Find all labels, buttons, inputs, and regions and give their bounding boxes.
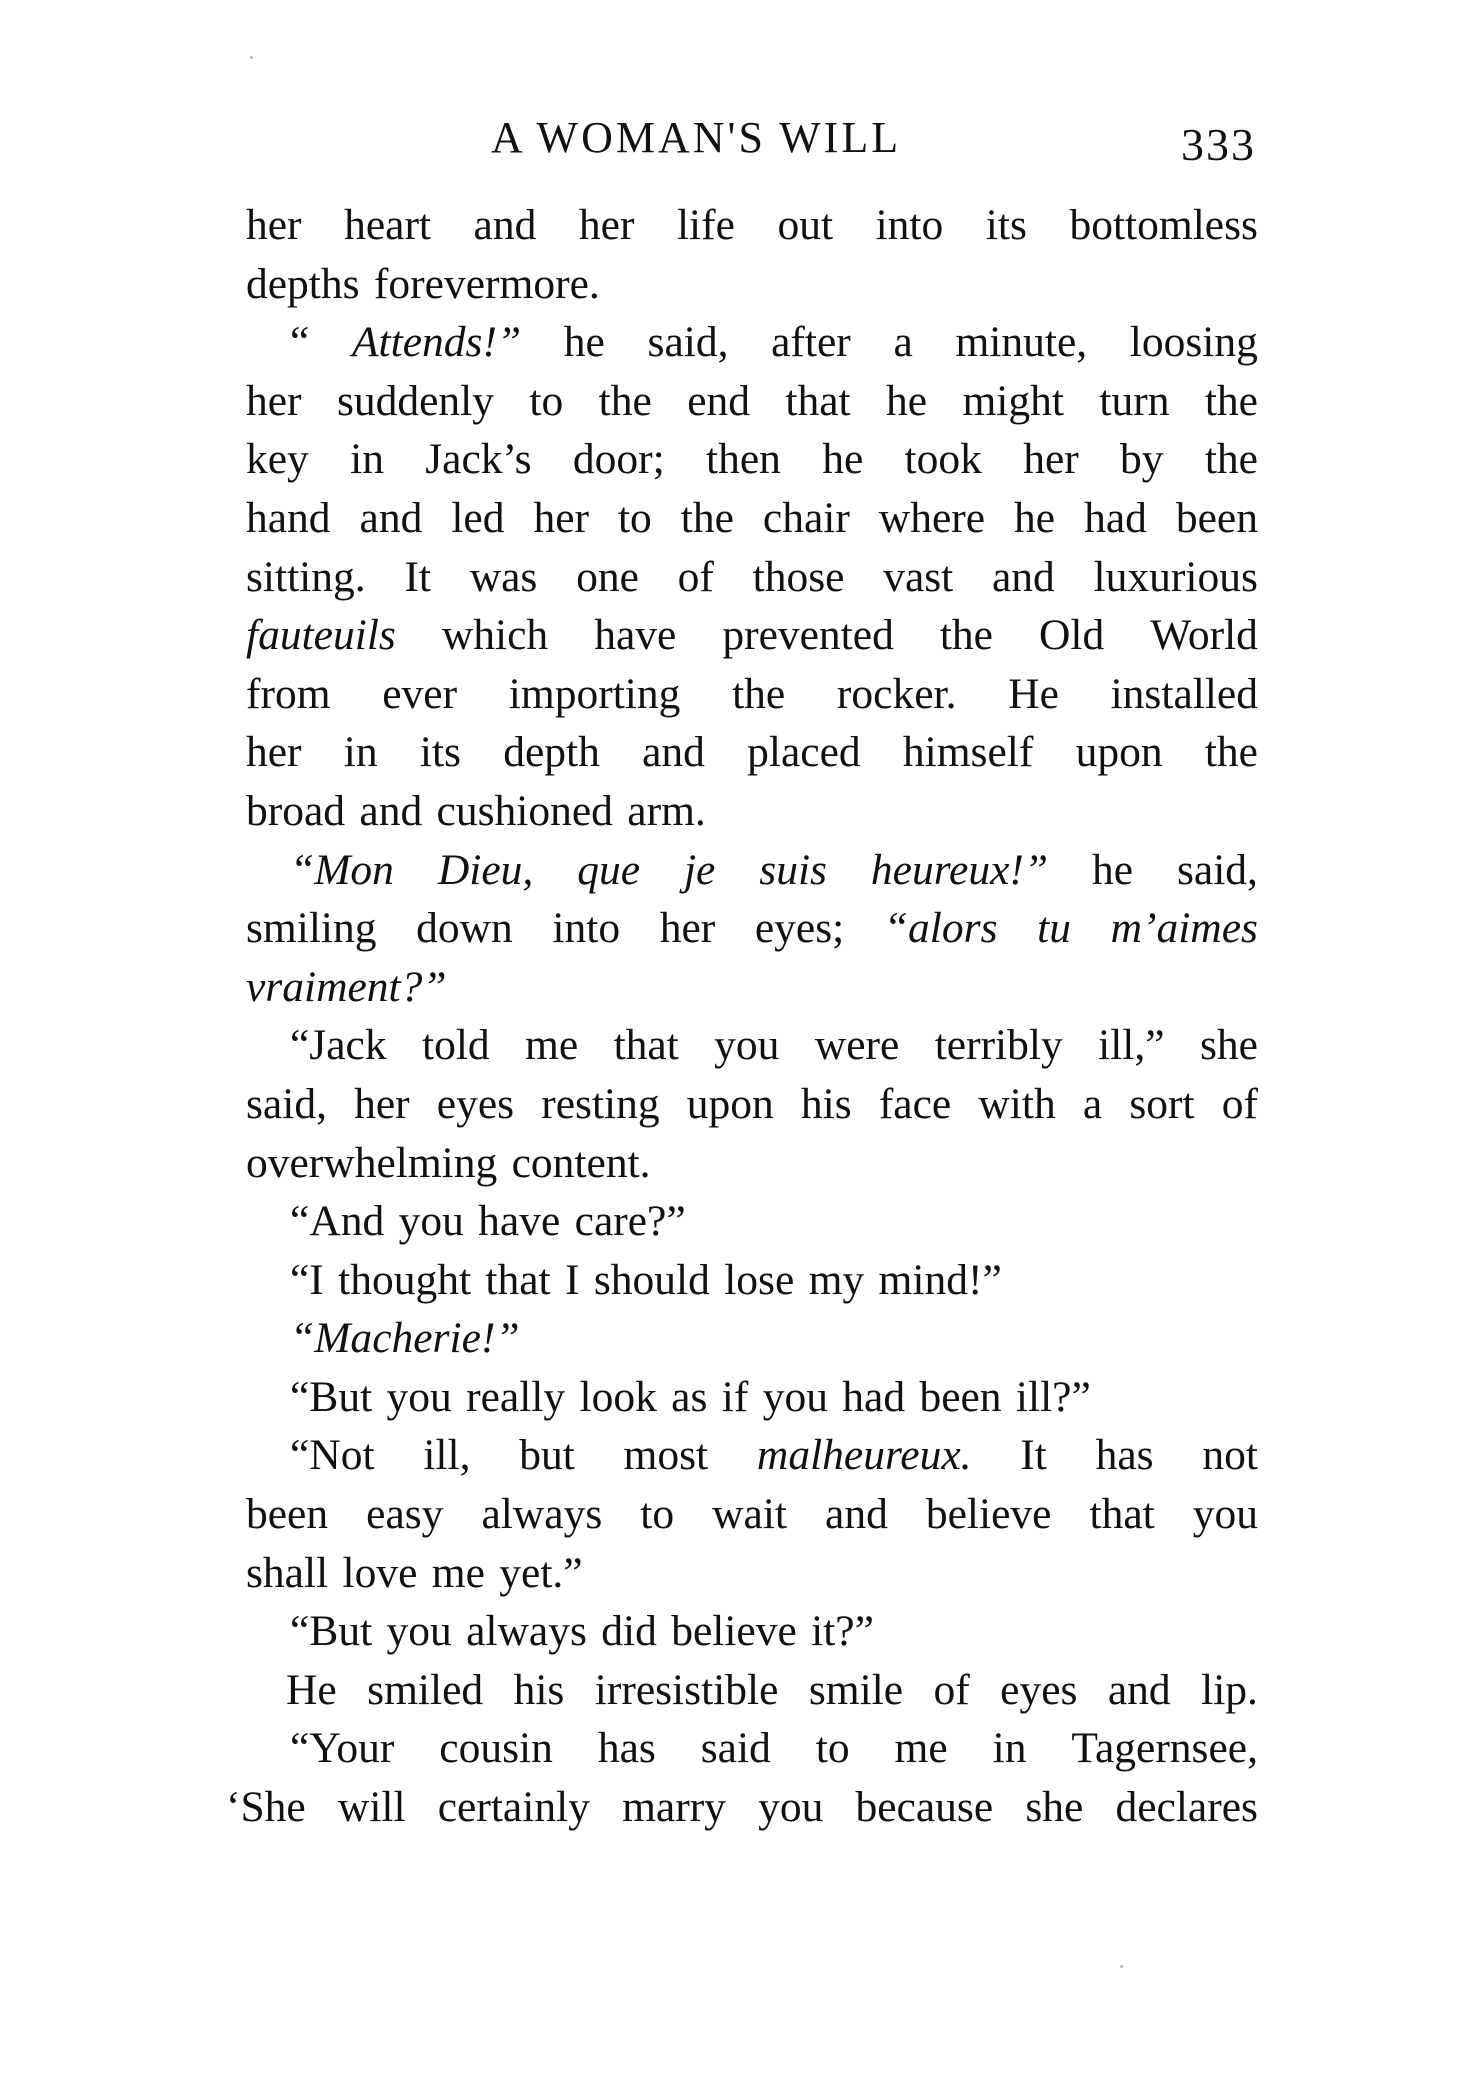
text-line [246,430,1258,489]
word: after [771,318,851,367]
running-head [246,112,1256,172]
word: into [875,201,944,249]
word: in [350,435,384,484]
word: the [598,376,652,425]
word: vraiment?” [246,962,447,1011]
word: he [563,318,605,367]
word: Attends!” [351,318,522,367]
word: turn [1099,376,1170,425]
word: “Ma [290,1314,373,1363]
word: told [421,1021,490,1070]
word: cushioned [436,786,613,835]
text-line [246,1251,1258,1310]
word: you [762,1372,828,1421]
word: and [1107,1665,1171,1714]
word: as [671,1372,708,1421]
word: Old [1039,611,1105,660]
word: been [1175,493,1258,542]
word: and [359,493,423,542]
word: suis [759,845,827,894]
word: been [246,1490,329,1539]
word: her [354,1079,410,1128]
word: declares [1115,1783,1258,1832]
word: ill,” [1098,1021,1165,1070]
word: it?” [811,1607,874,1656]
word: que [577,845,641,894]
word: hand [246,493,331,542]
word: cherie!” [372,1314,520,1363]
word: ill?” [1015,1372,1091,1421]
word: overwhelming [246,1138,498,1187]
word: believe [671,1607,797,1656]
text-line [246,548,1258,607]
word: did [601,1607,657,1656]
word: He [286,1665,337,1714]
word: believe [925,1490,1052,1539]
text-line [246,372,1258,431]
word: “I [290,1255,324,1304]
text-line [246,1719,1258,1778]
word: marry [622,1783,726,1832]
word: the [1204,376,1258,425]
word: sort [1129,1079,1195,1128]
word: that [485,1255,551,1304]
word: he [1092,845,1134,894]
word: resting [541,1079,660,1128]
word: smiled [367,1665,484,1714]
word: easy [366,1490,444,1539]
paper-speck [250,56,253,59]
word: “Not [290,1431,375,1480]
word: malheureux. [756,1431,972,1480]
word: “But [290,1607,373,1656]
word: chair [762,493,850,542]
text-line [246,1016,1258,1075]
word: himself [902,728,1034,777]
word: the [680,493,734,542]
word: rocker. [836,669,957,718]
word: and [992,552,1055,601]
word: life [676,201,735,249]
body-text [226,196,1258,1837]
word: I [564,1255,580,1304]
word: ill, [423,1431,471,1480]
word: “alors [883,904,998,953]
word: a [1082,1079,1103,1128]
word: not [1202,1431,1258,1480]
word: and [642,728,705,777]
word: face [878,1079,952,1128]
word: that [613,1021,679,1070]
word: her [246,201,302,249]
paper-speck [1120,1965,1123,1968]
word: ever [382,669,458,718]
word: “And [290,1197,385,1246]
word: a [893,318,913,367]
word: Dieu, [437,845,534,894]
word: m’aimes [1110,904,1258,953]
word: terribly [934,1021,1063,1070]
word: where [878,493,986,542]
word: ‘She [226,1783,306,1832]
word: It [1020,1431,1047,1480]
word: “Jack [290,1021,387,1070]
word: placed [747,728,861,777]
word: the [732,669,786,718]
text-line [246,1134,1258,1193]
word: thought [338,1255,472,1304]
word: to [640,1490,675,1539]
word: key [246,435,309,484]
word: one [576,552,639,601]
word: lip. [1201,1665,1258,1714]
word: have [594,611,677,660]
word: her [246,376,302,425]
word: “Your [290,1724,395,1773]
word: led [451,493,505,542]
text-line [246,665,1258,724]
word: you [398,1197,464,1246]
word: might [962,376,1064,425]
word: the [1204,728,1258,777]
word: love [342,1548,418,1597]
word: but [519,1431,575,1480]
word: into [552,904,621,953]
word: heart [344,201,432,249]
word: he [886,376,928,425]
text-line [246,1426,1258,1485]
text-line [246,958,1258,1017]
word: been [919,1372,1002,1421]
word: Jack’s [425,435,532,484]
word: prevented [722,611,894,660]
word: had [1084,493,1147,542]
word: eyes; [754,904,845,953]
word: said [700,1724,771,1773]
word: broad [246,786,346,835]
word: wait [712,1490,788,1539]
word: took [904,435,982,484]
word: and [825,1490,888,1539]
word: most [623,1431,709,1480]
word: depth [503,728,600,777]
word: bottomless [1069,201,1258,249]
word: then [705,435,781,484]
word: has [597,1724,656,1773]
word: those [752,552,845,601]
word: tu [1037,904,1071,953]
word: minute, [955,318,1088,367]
text-line [246,723,1258,782]
word: you [386,1607,452,1656]
word: “Mon [290,845,394,894]
word: to [815,1724,850,1773]
word: which [441,611,549,660]
word: care?” [574,1197,686,1246]
word: smiling [246,904,377,953]
word: heureux!” [870,845,1049,894]
text-line [246,196,1258,255]
word: World [1150,611,1258,660]
word: It [404,552,431,601]
word: shall [246,1548,329,1597]
word: sitting. [246,552,366,601]
word: end [687,376,750,425]
word: upon [1075,728,1163,777]
word: of [677,552,714,601]
word: cousin [439,1724,553,1773]
word: mind!” [878,1255,1002,1304]
word: lose [724,1255,795,1304]
word: you [758,1783,824,1832]
word: me [431,1548,485,1597]
text-line [226,1778,1258,1837]
word: forevermore. [373,259,600,308]
word: her [246,728,302,777]
word: eyes [436,1079,515,1128]
word: yet.” [499,1548,583,1597]
word: should [593,1255,710,1304]
word: suddenly [336,376,495,425]
word: said, [1176,845,1258,894]
word: always [466,1607,587,1656]
word: that [1089,1490,1155,1539]
word: really [466,1372,566,1421]
word: door; [572,435,665,484]
text-line [246,1544,1258,1603]
word: depths [246,259,360,308]
text-line [246,606,1258,665]
word: certainly [437,1783,590,1832]
text-line [246,489,1258,548]
word: her [659,904,716,953]
word: me [525,1021,579,1070]
word: said, [246,1079,327,1128]
word: irresistible [594,1665,779,1714]
word: my [808,1255,865,1304]
word: by [1120,435,1164,484]
word: and [359,786,423,835]
word: his [513,1665,565,1714]
word: she [1199,1021,1258,1070]
word: had [842,1372,906,1421]
text-line [246,1075,1258,1134]
word: He [1008,669,1059,718]
word: Tagernsee, [1071,1724,1258,1773]
word: installed [1110,669,1258,718]
word: to [529,376,564,425]
word: has [1095,1431,1154,1480]
word: its [985,201,1027,249]
word: upon [686,1079,774,1128]
text-line [246,841,1258,900]
text-line [246,313,1258,372]
word: to [617,493,652,542]
word: of [1221,1079,1258,1128]
word: her [533,493,589,542]
word: its [419,728,461,777]
text-line [246,255,1258,314]
word: because [855,1783,994,1832]
word: you [386,1372,452,1421]
text-line [246,1602,1258,1661]
text-line [246,899,1258,958]
text-line [246,1192,1258,1251]
word: she [1025,1783,1084,1832]
word: fauteuils [246,611,396,660]
word: out [777,201,834,249]
word: me [894,1724,948,1773]
word: will [337,1783,406,1832]
word: arm. [627,786,706,835]
word: “ [290,318,310,367]
text-line [246,1309,1258,1368]
word: were [814,1021,900,1070]
word: always [481,1490,603,1539]
word: importing [508,669,681,718]
word: of [933,1665,970,1714]
word: was [469,552,538,601]
word: smile [808,1665,904,1714]
page-number: 333 [1181,119,1256,170]
word: “But [290,1372,373,1421]
word: he [822,435,864,484]
word: eyes [1000,1665,1078,1714]
text-line [246,1485,1258,1544]
word: have [478,1197,561,1246]
word: he [1014,493,1056,542]
word: look [579,1372,657,1421]
word: in [992,1724,1027,1773]
word: down [416,904,513,953]
word: luxurious [1093,552,1258,601]
word: the [1204,435,1258,484]
word: and [473,201,537,249]
word: you [1192,1490,1258,1539]
running-title: A WOMAN'S WILL [491,113,902,162]
word: the [939,611,993,660]
word: her [1023,435,1079,484]
word: her [578,201,635,249]
word: with [978,1079,1056,1128]
text-line [246,782,1258,841]
text-line [246,1661,1258,1720]
word: je [683,845,716,894]
word: content. [511,1138,651,1187]
word: if [721,1372,749,1421]
word: vast [883,552,954,601]
word: that [785,376,851,425]
word: said, [647,318,729,367]
word: from [246,669,331,718]
word: his [800,1079,852,1128]
word: you [714,1021,780,1070]
word: loosing [1129,318,1258,367]
text-line [246,1368,1258,1427]
word: in [343,728,378,777]
